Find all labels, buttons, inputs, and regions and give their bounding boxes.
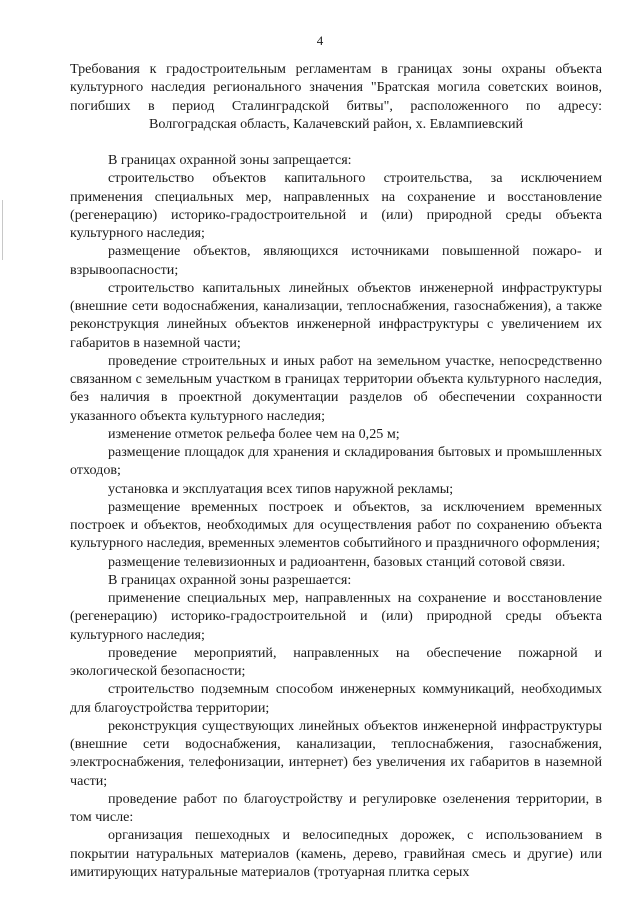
paragraph: проведение мероприятий, направленных на обеспечение пожарной и экологической безопасности; <box>70 644 602 679</box>
paragraph: реконструкция существующих линейных объектов инженерной инфраструктуры (внешние сети водоснабжения, канализации, теплоснабжения, газоснабжения, электроснабжения, телефонизации, интернет) без увеличения их габаритов в наземной части; <box>70 717 602 789</box>
paragraph: размещение объектов, являющихся источниками повышенной пожаро- и взрывоопасности; <box>70 243 602 278</box>
heading-line: погибших в период Сталинградской битвы", расположенного по адресу: <box>70 97 602 114</box>
heading-line: Требования к градостроительным регламентам в границах зоны охраны объекта <box>70 61 602 77</box>
heading-line: культурного наследия регионального значения "Братская могила советских воинов, <box>70 79 602 96</box>
paragraph: изменение отметок рельефа более чем на 0,25 м; <box>108 425 400 442</box>
paragraph: проведение работ по благоустройству и регулировке озеленения территории, в том числе: <box>70 790 602 825</box>
paragraph: строительство объектов капитального строительства, за исключением применения специальных мер, направленных на сохранение и восстановление (регенерацию) историко-градостроительной и (или) природной среды объекта культурного наследия; <box>70 170 602 241</box>
paragraph: строительство подземным способом инженерных коммуникаций, необходимых для благоустройства территории; <box>70 681 602 716</box>
paragraph: организация пешеходных и велосипедных дорожек, с использованием в покрытии натуральных материалов (камень, дерево, гравийная смесь и другие) или имитирующих натуральные материалов (тротуарная плитка серых <box>70 827 602 880</box>
paragraph: размещение временных построек и объектов, за исключением временных построек и объектов, необходимых для осуществления работ по сохранению объекта культурного наследия, временных элементов событийного и праздничного оформления; <box>70 498 602 552</box>
paragraph-list <box>70 151 602 881</box>
paragraph: применение специальных мер, направленных на сохранение и восстановление (регенерацию) историко-градостроительной и (или) природной среды объекта культурного наследия; <box>70 590 602 643</box>
paragraph: размещение площадок для хранения и складирования бытовых и промышленных отходов; <box>70 444 602 479</box>
document-heading <box>70 60 602 133</box>
paragraph: установка и эксплуатация всех типов наружной рекламы; <box>108 480 454 497</box>
paragraph: проведение строительных и иных работ на земельном участке, непосредственно связанном с земельным участком в границах территории объекта культурного наследия, без наличия в проектной документации разделов об обеспечении сохранности указанного объекта культурного наследия; <box>70 352 602 424</box>
document-body <box>70 60 602 881</box>
section-intro-prohibited: В границах охранной зоны запрещается: <box>108 152 352 168</box>
page-number: 4 <box>316 33 324 48</box>
margin-mark <box>2 200 3 260</box>
section-intro-allowed: В границах охранной зоны разрешается: <box>108 571 352 588</box>
heading-line: Волгоградская область, Калачевский район, х. Евлампиевский <box>148 115 524 132</box>
paragraph: размещение телевизионных и радиоантенн, базовых станций сотовой связи. <box>108 553 566 570</box>
paragraph: строительство капитальных линейных объектов инженерной инфраструктуры (внешние сети водоснабжения, канализации, теплоснабжения, газоснабжения), а также реконструкция линейных объектов инженерной инфраструктуры с увеличением их габаритов в наземной части; <box>70 279 602 351</box>
